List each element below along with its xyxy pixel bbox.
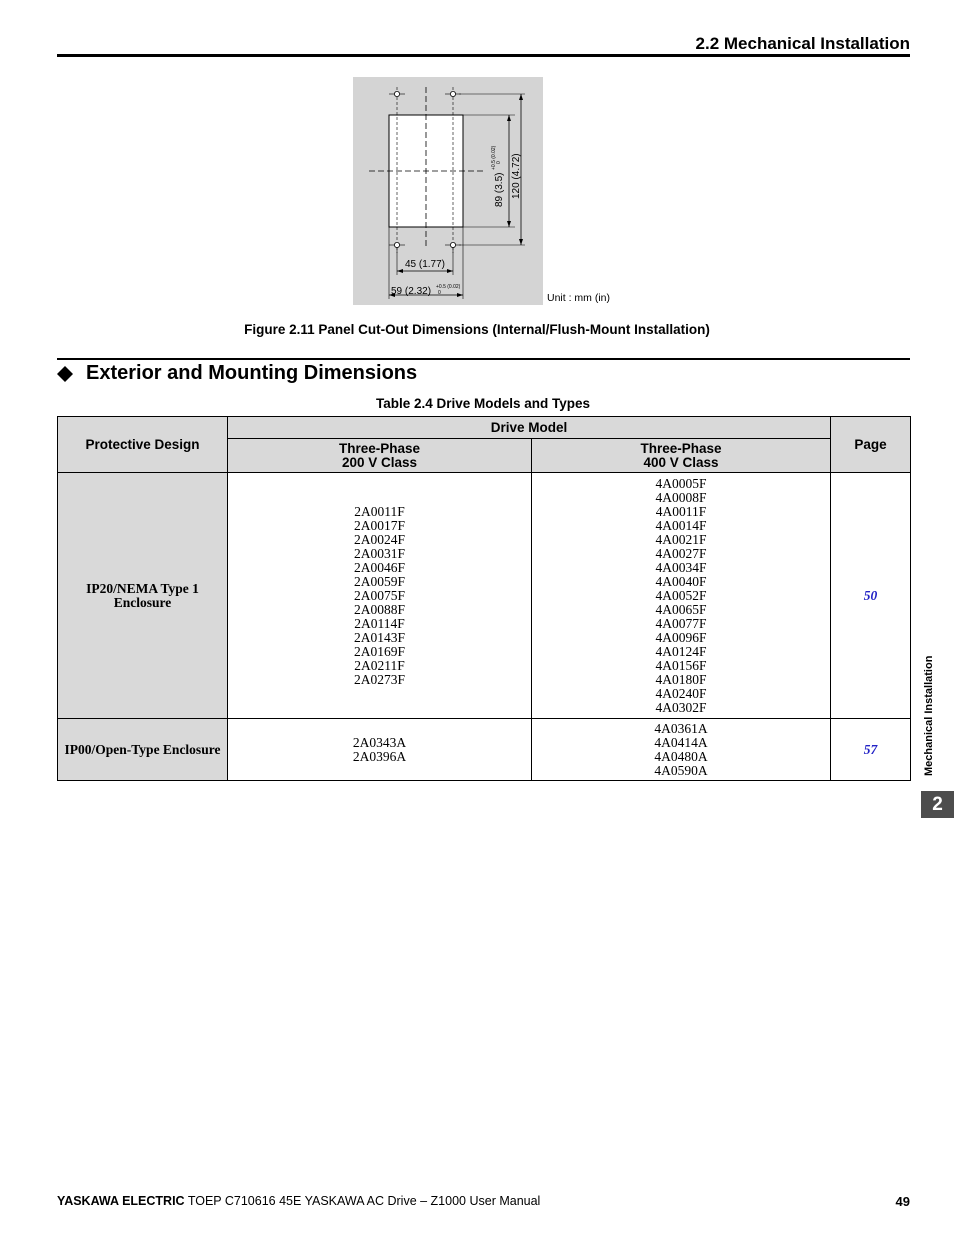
models-200v-cell	[228, 473, 532, 719]
model-code-400v: 4A0077F	[655, 615, 707, 631]
running-header-title: 2.2 Mechanical Installation	[695, 34, 910, 53]
model-code-400v: 4A0021F	[655, 531, 707, 547]
model-code-400v: 4A0302F	[655, 699, 707, 715]
section-heading: Exterior and Mounting Dimensions	[86, 362, 418, 384]
mounting-hole	[394, 91, 399, 96]
figure-caption: Figure 2.11 Panel Cut-Out Dimensions (Internal/Flush-Mount Installation)	[244, 322, 710, 337]
diamond-bullet-icon	[57, 366, 73, 382]
model-code-400v: 4A0361A	[654, 720, 708, 736]
figure-unit-note: Unit : mm (in)	[547, 292, 610, 304]
page-cell	[831, 719, 911, 781]
model-code-200v: 2A0211F	[354, 657, 405, 673]
model-code-400v: 4A0005F	[655, 475, 707, 491]
model-code-200v: 2A0143F	[353, 629, 405, 645]
side-tab-label: Mechanical Installation	[923, 655, 935, 776]
dim-tol-height-inner-lower: 0	[496, 161, 502, 164]
model-code-400v: 4A0180F	[655, 671, 707, 687]
header-200v-class	[228, 439, 532, 473]
table-caption: Table 2.4 Drive Models and Types	[375, 396, 591, 411]
model-code-200v: 2A0075F	[353, 587, 405, 603]
dim-label-width-outer: 59 (2.32)	[391, 286, 432, 297]
mounting-hole	[394, 242, 399, 247]
model-code-200v: 2A0017F	[353, 517, 405, 533]
models-400v-cell	[532, 473, 831, 719]
model-code-400v: 4A0096F	[655, 629, 707, 645]
model-code-200v: 2A0169F	[353, 643, 405, 659]
model-code-400v: 4A0052F	[655, 587, 707, 603]
page-cell	[831, 473, 911, 719]
header-rule	[57, 54, 910, 57]
model-code-400v: 4A0480A	[654, 748, 708, 764]
header-protective-design: Protective Design	[58, 417, 228, 473]
section-rule	[57, 358, 910, 360]
mounting-hole	[450, 242, 455, 247]
model-code-200v: 2A0059F	[353, 573, 405, 589]
footer-brand: YASKAWA ELECTRIC	[57, 1194, 185, 1208]
model-code-400v: 4A0590A	[654, 762, 708, 778]
model-code-200v: 2A0396A	[352, 748, 407, 764]
header-400v-line2: 400 V Class	[643, 454, 719, 470]
chapter-number-badge: 2	[921, 791, 954, 818]
dim-label-height-outer: 120 (4.72)	[511, 153, 522, 199]
model-code-200v: 2A0046F	[353, 559, 405, 575]
dim-label-height-inner: 89 (3.5)	[494, 172, 505, 207]
model-code-400v: 4A0065F	[655, 601, 707, 617]
model-code-400v: 4A0008F	[655, 489, 707, 505]
model-code-200v: 2A0031F	[353, 545, 405, 561]
page-link[interactable]: 57	[863, 741, 878, 757]
model-code-400v: 4A0414A	[654, 734, 708, 750]
design-line: IP20/NEMA Type 1	[86, 580, 199, 596]
page-link[interactable]: 50	[863, 587, 878, 603]
design-line: IP00/Open-Type Enclosure	[64, 741, 221, 757]
mounting-hole	[450, 91, 455, 96]
model-code-400v: 4A0011F	[655, 503, 707, 519]
footer	[57, 1194, 540, 1208]
model-code-400v: 4A0014F	[655, 517, 707, 533]
header-200v-line2: 200 V Class	[341, 454, 418, 470]
models-400v-cell	[532, 719, 831, 781]
page-number: 49	[895, 1194, 910, 1209]
model-code-400v: 4A0240F	[655, 685, 707, 701]
footer-text: TOEP C710616 45E YASKAWA AC Drive – Z1000 User Manual	[184, 1194, 541, 1208]
table-row	[58, 473, 911, 719]
model-code-400v: 4A0124F	[655, 643, 707, 659]
model-code-400v: 4A0156F	[655, 657, 707, 673]
model-code-200v: 2A0011F	[354, 503, 405, 519]
model-code-200v: 2A0024F	[353, 531, 405, 547]
protective-design-cell	[58, 719, 228, 781]
model-code-400v: 4A0034F	[655, 559, 707, 575]
dim-tol-height-inner: +0.5 (0.02)	[491, 145, 497, 170]
model-code-200v: 2A0343A	[352, 734, 407, 750]
model-code-400v: 4A0027F	[655, 545, 707, 561]
header-400v-line1: Three-Phase	[640, 440, 722, 456]
design-line: Enclosure	[113, 594, 172, 610]
protective-design-cell	[58, 473, 228, 719]
dim-tol-width-outer: +0.5 (0.02)	[436, 284, 461, 290]
header-page: Page	[831, 417, 911, 473]
model-code-400v: 4A0040F	[655, 573, 707, 589]
drive-models-table	[57, 416, 911, 781]
panel-cutout-figure	[353, 77, 543, 305]
header-200v-line1: Three-Phase	[338, 440, 421, 456]
dim-label-width-inner: 45 (1.77)	[404, 259, 446, 270]
table-row	[58, 719, 911, 781]
models-200v-cell	[228, 719, 532, 781]
header-400v-class	[532, 439, 831, 473]
dim-tol-width-outer-lower: 0	[438, 290, 441, 296]
model-code-200v: 2A0088F	[353, 601, 405, 617]
header-drive-model: Drive Model	[228, 417, 831, 439]
model-code-200v: 2A0114F	[354, 615, 405, 631]
model-code-200v: 2A0273F	[353, 671, 405, 687]
